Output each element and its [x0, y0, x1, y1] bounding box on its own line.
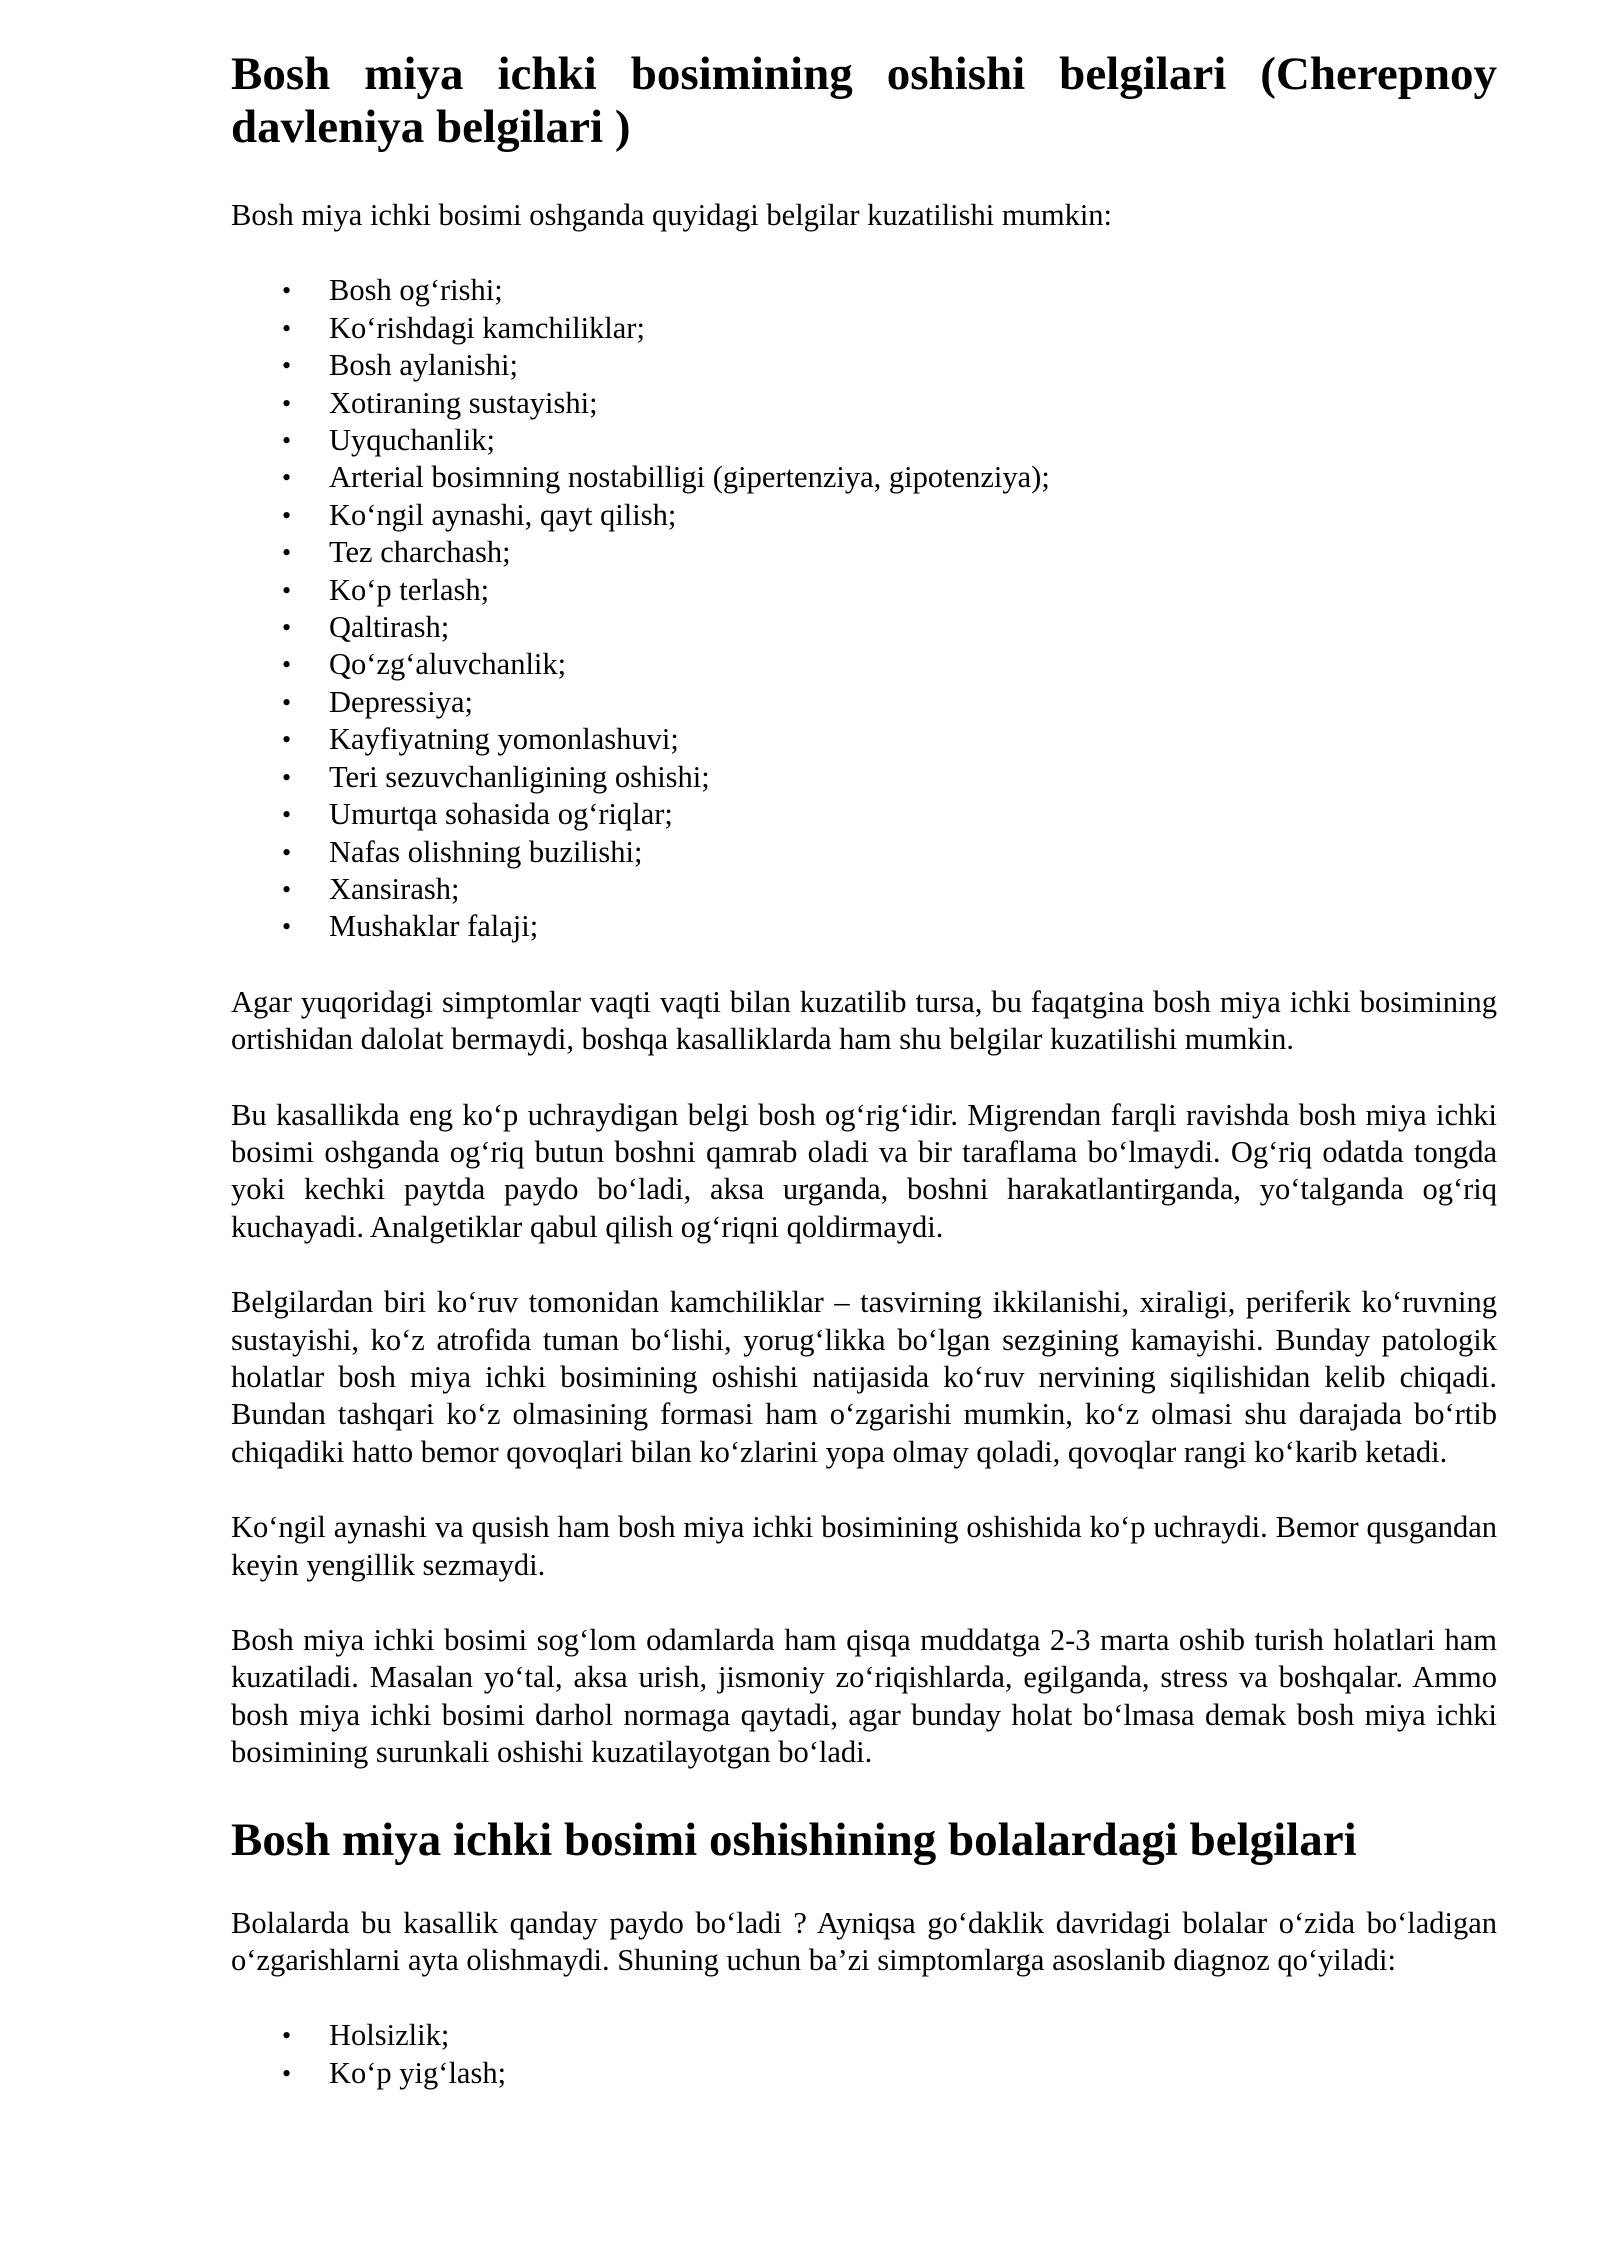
bullet-icon: • — [282, 313, 292, 343]
bullet-icon: • — [282, 800, 292, 830]
list-item: • Bosh aylanishi; — [231, 347, 1497, 384]
document-page — [231, 48, 1497, 2092]
list-item: • Bosh og‘rishi; — [231, 272, 1497, 309]
list-item: • Ko‘p yig‘lash; — [231, 2055, 1497, 2092]
list-item: • Ko‘ngil aynashi, qayt qilish; — [231, 497, 1497, 534]
bullet-icon: • — [282, 650, 292, 680]
list-item: • Mushaklar falaji; — [231, 908, 1497, 945]
list-item: • Qaltirash; — [231, 609, 1497, 646]
symptoms-list — [231, 272, 1497, 945]
section-heading: Bosh miya ichki bosimi oshishining bolalardagi belgilari — [231, 1813, 1357, 1866]
bullet-icon: • — [282, 276, 292, 306]
bullet-icon: • — [282, 762, 292, 792]
list-item: • Ko‘rishdagi kamchiliklar; — [231, 310, 1497, 347]
list-item: • Depressiya; — [231, 684, 1497, 721]
bullet-icon: • — [282, 538, 292, 568]
list-item: • Nafas olishning buzilishi; — [231, 834, 1497, 871]
list-item: • Uyquchanlik; — [231, 422, 1497, 459]
bullet-icon: • — [282, 874, 292, 904]
main-heading: Bosh miya ichki bosimining oshishi belgilari (Cherepnoy davleniya belgilari ) — [231, 48, 1497, 153]
list-item: • Ko‘p terlash; — [231, 572, 1497, 609]
list-item: • Qo‘zg‘aluvchanlik; — [231, 646, 1497, 683]
bullet-icon: • — [282, 613, 292, 643]
bullet-icon: • — [282, 426, 292, 456]
bullet-icon: • — [282, 2021, 292, 2051]
body-paragraph: Ko‘ngil aynashi va qusish ham bosh miya ichki bosimining oshishida ko‘p uchraydi. Bemor qusgandan keyin yengillik sezmaydi. — [231, 1510, 1497, 1582]
bullet-icon: • — [282, 575, 292, 605]
list-item: • Xotiraning sustayishi; — [231, 385, 1497, 422]
list-item: • Arterial bosimning nostabilligi (gipertenziya, gipotenziya); — [231, 459, 1497, 496]
list-item: • Tez charchash; — [231, 534, 1497, 571]
bullet-icon: • — [282, 500, 292, 530]
body-paragraph: Belgilardan biri ko‘ruv tomonidan kamchiliklar – tasvirning ikkilanishi, xiraligi, periferik ko‘ruvning sustayishi, ko‘z atrofida tuman bo‘lishi, yorug‘likka bo‘lgan sezgining kamayishi. Bunday patologik holatlar bosh miya ichki bosimining oshishi natijasida ko‘ruv nervining siqilishidan kelib chiqadi. Bundan tashqari ko‘z olmasining formasi ham o‘zgarishi mumkin, ko‘z olmasi shu darajada bo‘rtib chiqadiki hatto bemor qovoqlari bilan ko‘zlarini yopa olmay qoladi, qovoqlar rangi ko‘karib ketadi. — [231, 1285, 1497, 1469]
list-item: • Holsizlik; — [231, 2017, 1497, 2054]
intro-paragraph: Bosh miya ichki bosimi oshganda quyidagi belgilar kuzatilishi mumkin: — [231, 198, 1113, 232]
body-paragraph: Agar yuqoridagi simptomlar vaqti vaqti bilan kuzatilib tursa, bu faqatgina bosh miya ichki bosimining ortishidan dalolat bermaydi, boshqa kasalliklarda ham shu belgilar kuzatilishi mumkin. — [231, 984, 1497, 1057]
bullet-icon: • — [282, 463, 292, 493]
children-symptoms-list — [231, 2017, 1497, 2092]
body-paragraph: Bosh miya ichki bosimi sog‘lom odamlarda ham qisqa muddatga 2-3 marta oshib turish holatlari ham kuzatiladi. Masalan yo‘tal, aksa urish, jismoniy zo‘riqishlarda, egilganda, stress va boshqalar. Ammo bosh miya ichki bosimi darhol normaga qaytadi, agar bunday holat bo‘lmasa demak bosh miya ichki bosimining surunkali oshishi kuzatilayotgan bo‘ladi. — [231, 1623, 1497, 1770]
children-paragraph: Bolalarda bu kasallik qanday paydo bo‘ladi ? Ayniqsa go‘daklik davridagi bolalar o‘zida bo‘ladigan o‘zgarishlarni ayta olishmaydi. Shuning uchun ba’zi simptomlarga asoslanib diagnoz qo‘yiladi: — [231, 1905, 1497, 1978]
bullet-icon: • — [282, 837, 292, 867]
bullet-icon: • — [282, 351, 292, 381]
list-item: • Umurtqa sohasida og‘riqlar; — [231, 796, 1497, 833]
list-item: • Xansirash; — [231, 871, 1497, 908]
bullet-icon: • — [282, 725, 292, 755]
bullet-icon: • — [282, 687, 292, 717]
bullet-icon: • — [282, 2058, 292, 2088]
list-item: • Teri sezuvchanligining oshishi; — [231, 759, 1497, 796]
list-item: • Kayfiyatning yomonlashuvi; — [231, 721, 1497, 758]
body-paragraph: Bu kasallikda eng ko‘p uchraydigan belgi bosh og‘rig‘idir. Migrendan farqli ravishda bosh miya ichki bosimi oshganda og‘riq butun boshni qamrab oladi va bir taraflama bo‘lmaydi. Og‘riq odatda tongda yoki kechki paytda paydo bo‘ladi, aksa urganda, boshni harakatlantirganda, yo‘talganda og‘riq kuchayadi. Analgetiklar qabul qilish og‘riqni qoldirmaydi. — [231, 1097, 1497, 1244]
bullet-icon: • — [282, 388, 292, 418]
bullet-icon: • — [282, 912, 292, 942]
